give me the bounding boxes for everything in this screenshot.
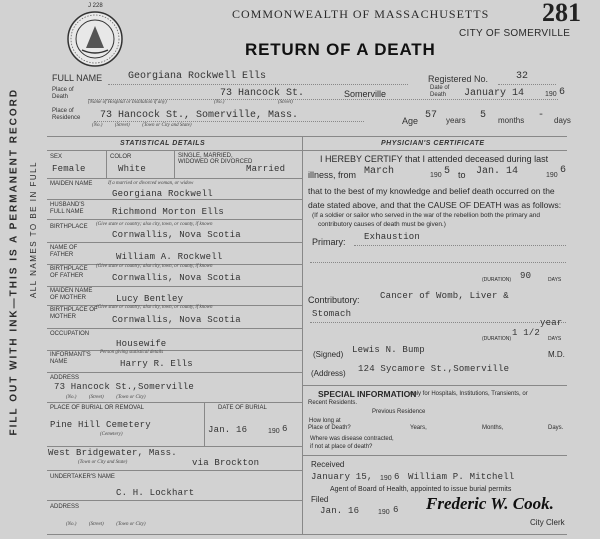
special-where-2: if not at place of death? (310, 444, 373, 450)
undertaker-value: C. H. Lockhart (116, 488, 195, 498)
undertaker-label: UNDERTAKER'S NAME (50, 474, 115, 480)
received-year: 6 (394, 472, 400, 482)
md-label: M.D. (548, 350, 565, 359)
burial-town-sub: (Town or City and State) (78, 460, 128, 465)
burial-label: PLACE OF BURIAL OR REMOVAL (50, 405, 145, 411)
cert-line-4: (If a soldier or sailor who served in the war of the rebellion both the primary and (312, 212, 540, 219)
special-days: Days. (548, 425, 564, 431)
special-where-1: Where was disease contracted, (310, 436, 394, 442)
burial-town-value: West Bridgewater, Mass. (48, 448, 177, 458)
mother-birthplace-label: BIRTHPLACE OF MOTHER (50, 307, 98, 320)
occupation-value: Housewife (116, 339, 167, 349)
father-birthplace-note: (Give state or country; also city, town, or county, if known (96, 264, 213, 269)
informant-value: Harry R. Ells (120, 359, 193, 369)
residence-value: 73 Hancock St., Somerville, Mass. (100, 110, 299, 121)
date-death-value: January 14 (464, 88, 525, 99)
date-death-label: Date of Death (430, 85, 450, 98)
father-birthplace-value: Cornwallis, Nova Scotia (112, 273, 241, 283)
signed-label: (Signed) (313, 350, 344, 359)
birthplace-value: Cornwallis, Nova Scotia (112, 230, 241, 240)
page-title: RETURN OF A DEATH (245, 40, 436, 59)
special-heading: SPECIAL INFORMATION (318, 389, 417, 399)
physician-signature: Lewis N. Bump (352, 345, 425, 355)
city-label: CITY OF SOMERVILLE (459, 28, 571, 39)
maiden-value: Georgiana Rockwell (112, 189, 213, 199)
full-name-value: Georgiana Rockwell Ells (128, 71, 267, 82)
undertaker-address-sub: (No.) (Street) (Town or City) (66, 522, 146, 527)
filed-year: 6 (393, 505, 399, 515)
mother-value: Lucy Bentley (116, 294, 184, 304)
illness-from-label: illness, from (308, 170, 357, 180)
cert-line-3: date stated above, and that the CAUSE OF DEATH was as follows: (308, 200, 562, 210)
burial-via-value: via Brockton (192, 458, 260, 468)
form-id: J 228 (88, 3, 103, 9)
burial-year-value: 6 (282, 424, 288, 434)
primary-label: Primary: (312, 237, 346, 247)
registered-label: Registered No. (428, 74, 489, 84)
burial-year-prefix: 190 (268, 428, 280, 435)
place-death-street-label: (Street) (278, 100, 293, 105)
color-value: White (118, 164, 147, 174)
agent-caption: Agent of Board of Health, appointed to issue burial permits (330, 486, 512, 493)
residence-label: Place of Residence (52, 108, 81, 121)
special-recent: Recent Residents. (308, 400, 358, 406)
illness-start-year: 5 (444, 166, 451, 177)
residence-sub: (No.) (Street) (Town or City and State) (92, 123, 192, 128)
cert-line-5: contributory causes of death must be given.) (318, 221, 446, 228)
cert-line-1: I HEREBY CERTIFY that I attended deceased during last (320, 154, 549, 164)
contributory-duration-label: (DURATION) (482, 336, 512, 342)
sex-value: Female (52, 164, 86, 174)
mother-birthplace-value: Cornwallis, Nova Scotia (112, 315, 241, 325)
contributory-label: Contributory: (308, 295, 360, 305)
contributory-days-label: DAYS (548, 336, 562, 342)
informant-address-label: ADDRESS (50, 375, 80, 381)
maiden-label: MAIDEN NAME (50, 181, 93, 187)
years-label: years (446, 116, 466, 125)
primary-duration-value: 90 (520, 271, 532, 281)
burial-date-value: Jan. 16 (208, 425, 248, 435)
color-label: COLOR (110, 154, 132, 160)
statistical-heading: STATISTICAL DETAILS (120, 140, 206, 147)
primary-value: Exhaustion (364, 232, 421, 242)
special-heading-note: only for Hospitals, Institutions, Transients, or (410, 391, 528, 397)
birthplace-note: (Give state or country; also city, town, or county, if known (96, 222, 213, 227)
special-place-death: Place of Death? (308, 425, 351, 431)
to-label: to (458, 170, 466, 180)
age-years: 57 (425, 110, 438, 121)
cert-line-2: that to the best of my knowledge and belief death occurred on the (308, 186, 555, 196)
contributory-year-label: year (540, 318, 563, 328)
side-margin-instruction-2: ALL NAMES TO BE IN FULL (29, 160, 39, 299)
primary-duration-label: (DURATION) (482, 277, 512, 283)
illness-end-year: 6 (560, 165, 567, 176)
physician-address-value: 124 Sycamore St.,Somerville (358, 364, 510, 374)
received-label: Received (311, 460, 345, 469)
date-death-year: 6 (559, 87, 566, 98)
burial-place-value: Pine Hill Cemetery (50, 420, 151, 430)
sex-label: SEX (50, 154, 63, 160)
primary-days-label: DAYS (548, 277, 562, 283)
clerk-caption: City Clerk (530, 518, 565, 527)
mother-label: MAIDEN NAME OF MOTHER (50, 288, 93, 301)
burial-date-label: DATE OF BURIAL (218, 405, 267, 411)
father-birthplace-label: BIRTHPLACE OF FATHER (50, 266, 88, 279)
physician-heading: PHYSICIAN'S CERTIFICATE (381, 140, 485, 147)
contributory-value-2: Stomach (312, 309, 352, 319)
place-death-address: 73 Hancock St. (220, 88, 305, 99)
undertaker-address-label: ADDRESS (50, 504, 80, 510)
filed-date: Jan. 16 (320, 506, 360, 516)
record-number: 281 (542, 0, 581, 27)
place-death-no-label: (No.) (214, 100, 225, 105)
agent-signature: William P. Mitchell (408, 472, 515, 482)
age-days: - (538, 110, 545, 121)
special-prev-residence: Previous Residence (372, 409, 426, 415)
place-death-city: Somerville (344, 89, 387, 99)
received-date: January 15, (311, 472, 373, 482)
special-how-long: How long at (309, 418, 341, 424)
special-years: Years, (410, 425, 427, 431)
massachusetts-seal (66, 10, 124, 68)
filed-label: Filed (311, 495, 329, 504)
place-death-note: (Name of Hospital or Institution if any) (88, 100, 167, 105)
months-label: months (498, 116, 525, 125)
informant-note: Person giving statistical details (100, 350, 164, 355)
physician-address-label: (Address) (311, 369, 346, 378)
marital-value: Married (246, 164, 286, 174)
mother-birthplace-note: (Give state or country; also city, town, or county, if known (96, 305, 213, 310)
full-name-label: FULL NAME (52, 73, 103, 83)
date-death-year-prefix: 190 (545, 91, 557, 98)
marital-label: SINGLE, MARRIED, WIDOWED OR DIVORCED (178, 153, 253, 165)
father-label: NAME OF FATHER (50, 245, 78, 258)
side-margin-instruction: FILL OUT WITH INK—THIS IS A PERMANENT RECORD (8, 87, 20, 436)
age-label: Age (402, 116, 419, 126)
place-death-label: Place of Death (52, 87, 74, 100)
father-value: William A. Rockwell (116, 252, 223, 262)
birthplace-label: BIRTHPLACE (50, 224, 88, 230)
commonwealth-heading: COMMONWEALTH OF MASSACHUSETTS (232, 7, 490, 21)
informant-address-value: 73 Hancock St.,Somerville (54, 382, 195, 392)
maiden-note: If a married or divorced woman, or widow (108, 181, 194, 186)
illness-start-value: March (364, 166, 395, 177)
days-label: days (554, 116, 571, 125)
filed-year-prefix: 190 (378, 509, 390, 516)
contributory-duration-value: 1 1/2 (512, 328, 541, 338)
special-months: Months, (482, 425, 504, 431)
registered-no-value: 32 (516, 71, 529, 82)
informant-label: INFORMANT'S NAME (50, 352, 91, 365)
clerk-signature: Frederic W. Cook. (426, 494, 554, 513)
illness-end-value: Jan. 14 (476, 166, 519, 177)
husband-value: Richmond Morton Ells (112, 207, 225, 217)
contributory-value-1: Cancer of Womb, Liver & (380, 291, 509, 301)
husband-label: HUSBAND'S FULL NAME (50, 202, 85, 215)
received-year-prefix: 190 (380, 475, 392, 482)
illness-start-year-prefix: 190 (430, 172, 442, 179)
cemetery-sub: (Cemetery) (100, 432, 123, 437)
informant-address-sub: (No.) (Street) (Town or City) (66, 395, 146, 400)
illness-end-year-prefix: 190 (546, 172, 558, 179)
age-months: 5 (480, 110, 487, 121)
occupation-label: OCCUPATION (50, 331, 90, 337)
